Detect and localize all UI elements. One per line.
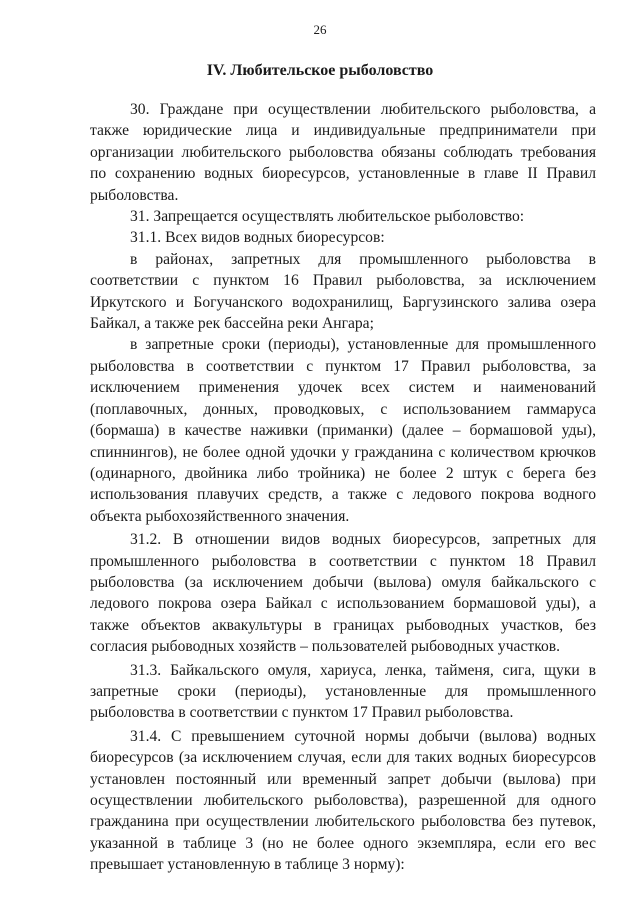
paragraph-31: 31. Запрещается осуществлять любительское рыболовство: (130, 208, 525, 226)
paragraph-31-1: 31.1. Всех видов водных биоресурсов: (130, 229, 385, 247)
section-title: IV. Любительское рыболовство (206, 62, 434, 79)
paragraph-31-1-periods: в запретные сроки (периоды), установленные для промышленного рыболовства в соответствии с пунктом 17 Правил рыболовства, за исключением применения удочек всех систем и наименований (поплавочных, донных, проводковых, с использованием гаммаруса (бормаша) в качестве наживки (приманки) (далее – бормашовой уды), спиннингов), не более одной удочки у гражданина с количеством крючков (одинарного, двойника либо тройника) не более 2 штук с берега без использования плавучих средств, а также с ледового покрова водного объекта рыбохозяйственного значения. (90, 336, 596, 525)
document-body (90, 99, 596, 876)
paragraph-30: 30. Граждане при осуществлении любительского рыболовства, а также юридические лица и индивидуальные предприниматели при организации любительского рыболовства обязаны соблюдать требования по сохранению водных биоресурсов, установленные в главе II Правил рыболовства. (90, 101, 596, 204)
paragraph-31-3: 31.3. Байкальского омуля, хариуса, ленка, тайменя, сига, щуки в запретные сроки (периоды), установленные для промышленного рыболовства в соответствии с пунктом 17 Правил рыболовства. (90, 661, 596, 722)
page-number: 26 (313, 22, 327, 37)
paragraph-31-4: 31.4. С превышением суточной нормы добычи (вылова) водных биоресурсов (за исключением случая, если для таких водных биоресурсов установлен постоянный или временный запрет добычи (вылова) при осуществлении любительского рыболовства), разрешенной для одного гражданина при осуществлении любительского рыболовства без путевок, указанной в таблице 3 (но не более одного экземпляра, если его вес превышает установленную в таблице 3 норму): (90, 727, 596, 874)
paragraph-31-1-areas: в районах, запретных для промышленного рыболовства в соответствии с пунктом 16 Правил рыболовства, за исключением Иркутского и Богучанского водохранилищ, Баргузинского залива озера Байкал, а также рек бассейна реки Ангара; (90, 250, 596, 333)
paragraph-31-2: 31.2. В отношении видов водных биоресурсов, запретных для промышленного рыболовства в соответствии с пунктом 18 Правил рыболовства (за исключением добычи (вылова) омуля байкальского с ледового покрова озера Байкал с использованием бормашовой уды), а также объектов аквакультуры в границах рыбоводных участков, без согласия рыбоводных хозяйств – пользователей рыбоводных участков. (90, 531, 596, 656)
